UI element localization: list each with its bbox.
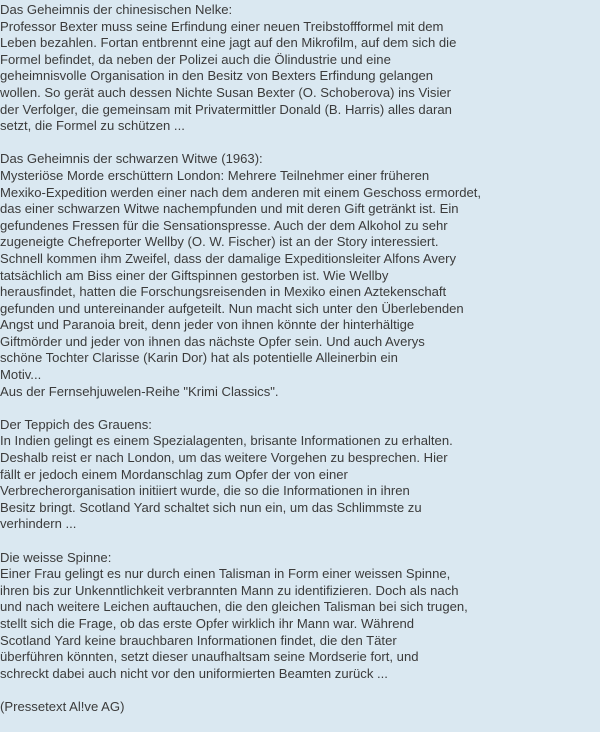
section-title: Das Geheimnis der schwarzen Witwe (1963): <box>0 151 263 167</box>
section-weisse-spinne <box>0 550 600 683</box>
paragraph-line: Scotland Yard keine brauchbaren Informationen findet, die den Täter <box>0 632 397 648</box>
press-credit: (Pressetext Al!ve AG) <box>0 698 125 714</box>
paragraph-line: Deshalb reist er nach London, um das weitere Vorgehen zu besprechen. Hier <box>0 450 448 466</box>
paragraph-line: und nach weitere Leichen auftauchen, die den gleichen Talisman bei sich trugen, <box>0 599 468 615</box>
paragraph-line: schöne Tochter Clarisse (Karin Dor) hat als potentielle Alleinerbin ein <box>0 350 398 366</box>
section-chinesische-nelke <box>0 2 600 135</box>
paragraph-line: Schnell kommen ihm Zweifel, dass der damalige Expeditionsleiter Alfons Avery <box>0 250 457 266</box>
section-credit <box>0 699 600 716</box>
paragraph-line: gefunden und untereinander aufgeteilt. Nun macht sich unter den Überlebenden <box>0 300 464 316</box>
paragraph-line: stellt sich die Frage, ob das erste Opfer wirklich ihr Mann war. Während <box>0 615 415 631</box>
paragraph-line: Formel befindet, da neben der Polizei auch die Ölindustrie und eine <box>0 51 391 67</box>
series-note: Aus der Fernsehjuwelen-Reihe "Krimi Classics". <box>0 383 279 399</box>
paragraph-line: Professor Bexter muss seine Erfindung einer neuen Treibstoffformel mit dem <box>0 18 444 34</box>
paragraph-line: tatsächlich am Biss einer der Giftspinnen gestorben ist. Wie Wellby <box>0 267 389 283</box>
paragraph-line: der Verfolger, die gemeinsam mit Privatermittler Donald (B. Harris) alles daran <box>0 101 452 117</box>
product-description <box>0 2 600 732</box>
section-title: Die weisse Spinne: <box>0 549 112 565</box>
paragraph-line: das einer schwarzen Witwe nachempfunden und mit deren Gift getränkt ist. Ein <box>0 201 459 217</box>
paragraph-line: schreckt dabei auch nicht vor den uniformierten Beamten zurück ... <box>0 665 388 681</box>
paragraph-line: setzt, die Formel zu schützen ... <box>0 118 185 134</box>
paragraph-line: Besitz bringt. Scotland Yard schaltet sich nun ein, um das Schlimmste zu <box>0 499 422 515</box>
paragraph-line: fällt er jedoch einem Mordanschlag zum Opfer der von einer <box>0 466 348 482</box>
section-title: Der Teppich des Grauens: <box>0 416 152 432</box>
paragraph-line: Mysteriöse Morde erschüttern London: Mehrere Teilnehmer einer früheren <box>0 167 430 183</box>
paragraph-line: Giftmörder und jeder von ihnen das nächste Opfer sein. Und auch Averys <box>0 333 425 349</box>
paragraph-line: gefundenes Fressen für die Sensationspresse. Auch der dem Alkohol zu sehr <box>0 217 448 233</box>
paragraph-line: Mexiko-Expedition werden einer nach dem anderen mit einem Geschoss ermordet, <box>0 184 482 200</box>
paragraph-line: zugeneigte Chefreporter Wellby (O. W. Fischer) ist an der Story interessiert. <box>0 234 439 250</box>
paragraph-line: In Indien gelingt es einem Spezialagenten, brisante Informationen zu erhalten. <box>0 433 453 449</box>
paragraph-line: überführen könnten, setzt dieser unaufhaltsam seine Mordserie fort, und <box>0 649 419 665</box>
paragraph-line: ihren bis zur Unkenntlichkeit verbrannten Mann zu identifizieren. Doch als nach <box>0 582 459 598</box>
section-title: Das Geheimnis der chinesischen Nelke: <box>0 2 233 17</box>
paragraph-line: Leben bezahlen. Fortan entbrennt eine jagt auf den Mikrofilm, auf dem sich die <box>0 35 457 51</box>
paragraph-line: Einer Frau gelingt es nur durch einen Talisman in Form einer weissen Spinne, <box>0 566 451 582</box>
paragraph-line: wollen. So gerät auch dessen Nichte Susan Bexter (O. Schoberova) ins Visier <box>0 84 451 100</box>
paragraph-line: Motiv... <box>0 367 42 383</box>
section-schwarze-witwe <box>0 151 600 400</box>
paragraph-line: verhindern ... <box>0 516 77 532</box>
paragraph-line: Verbrecherorganisation initiiert wurde, die so die Informationen in ihren <box>0 483 410 499</box>
paragraph-line: geheimnisvolle Organisation in den Besitz von Bexters Erfindung gelangen <box>0 68 434 84</box>
paragraph-line: Angst und Paranoia breit, denn jeder von ihnen könnte der hinterhältige <box>0 317 415 333</box>
section-teppich-des-grauens <box>0 417 600 533</box>
paragraph-line: herausfindet, hatten die Forschungsreisenden in Mexiko einen Aztekenschaft <box>0 284 447 300</box>
